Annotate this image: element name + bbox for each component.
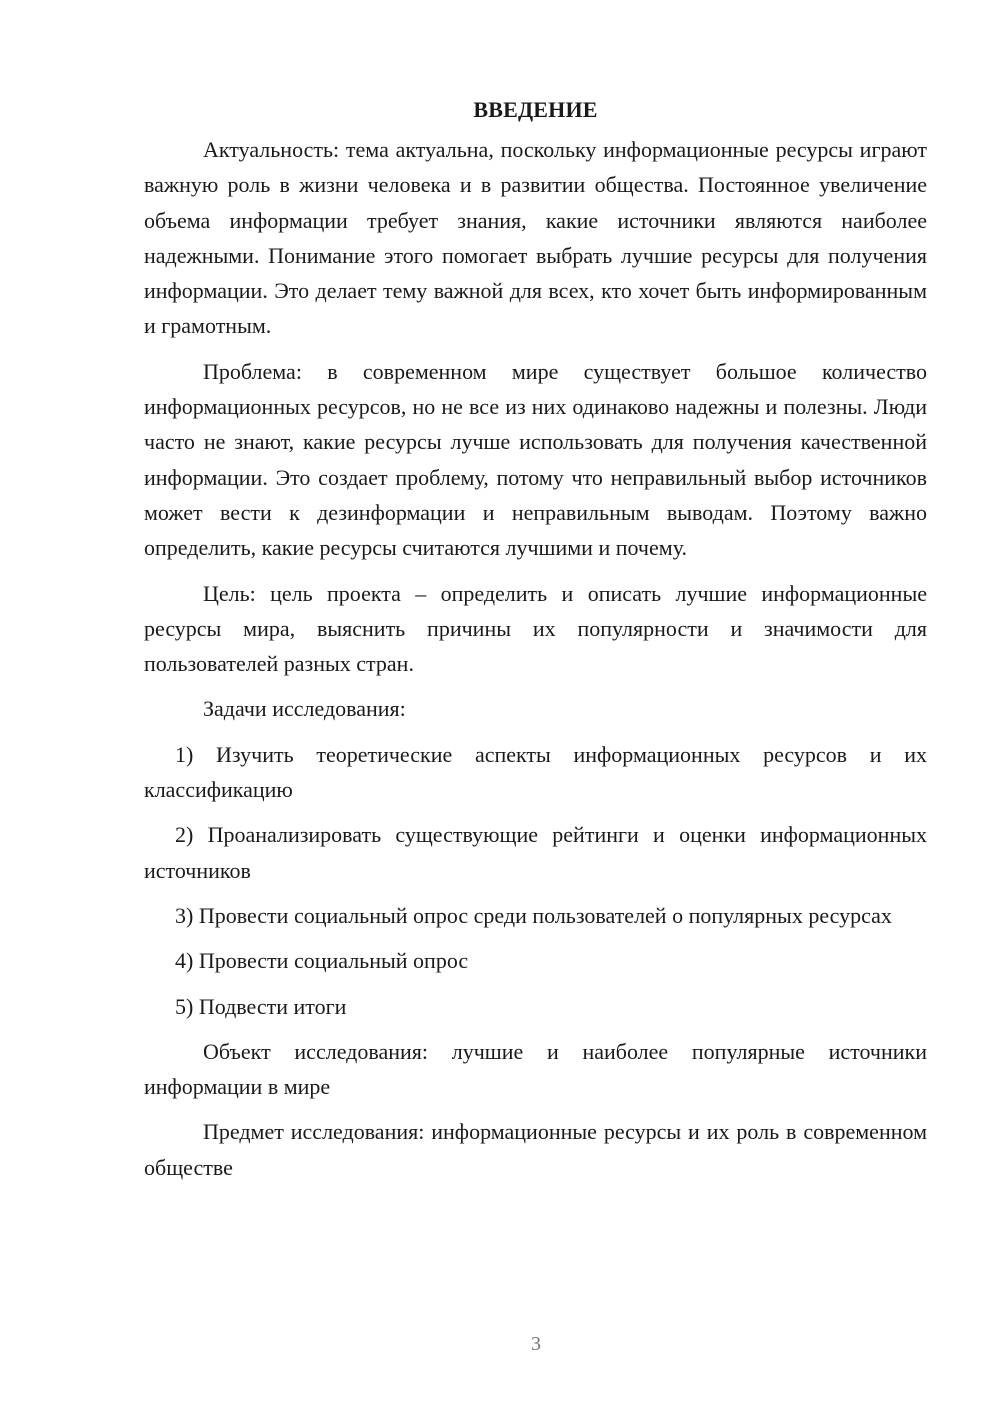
paragraph-goal: Цель: цель проекта – определить и описать лучшие информационные ресурсы мира, выяснить причины их популярности и значимости для пользователей разных стран. <box>144 580 927 677</box>
paragraph-relevance: Актуальность: тема актуальна, поскольку информационные ресурсы играют важную роль в жизни человека и в развитии общества. Постоянное увеличение объема информации требует знания, какие источники являются наиболее надежными. Понимание этого помогает выбрать лучшие ресурсы для получения информации. Это делает тему важной для всех, кто хочет быть информированным и грамотным. <box>144 137 927 339</box>
tasks-heading: Задачи исследования: <box>203 696 406 722</box>
page-content <box>144 92 927 1195</box>
paragraph-problem: Проблема: в современном мире существует большое количество информационных ресурсов, но не все из них одинаково надежны и полезны. Люди часто не знают, какие ресурсы лучше использовать для получения качественной информации. Это создает проблему, потому что неправильный выбор источников может вести к дезинформации и неправильным выводам. Поэтому важно определить, какие ресурсы считаются лучшими и почему. <box>144 358 927 561</box>
task-item-3: 3) Провести социальный опрос среди пользователей о популярных ресурсах <box>175 902 892 928</box>
task-item-2: 2) Проанализировать существующие рейтинги и оценки информационных источников <box>144 822 927 883</box>
paragraph-subject: Предмет исследования: информационные ресурсы и их роль в современном обществе <box>144 1119 927 1180</box>
task-item-1: 1) Изучить теоретические аспекты информационных ресурсов и их классификацию <box>144 741 927 803</box>
paragraph-object: Объект исследования: лучшие и наиболее популярные источники информации в мире <box>144 1038 927 1100</box>
task-item-4: 4) Провести социальный опрос <box>175 948 469 974</box>
section-heading: ВВЕДЕНИЕ <box>473 97 598 122</box>
page-number: 3 <box>531 1333 541 1355</box>
task-item-5: 5) Подвести итоги <box>175 993 347 1019</box>
